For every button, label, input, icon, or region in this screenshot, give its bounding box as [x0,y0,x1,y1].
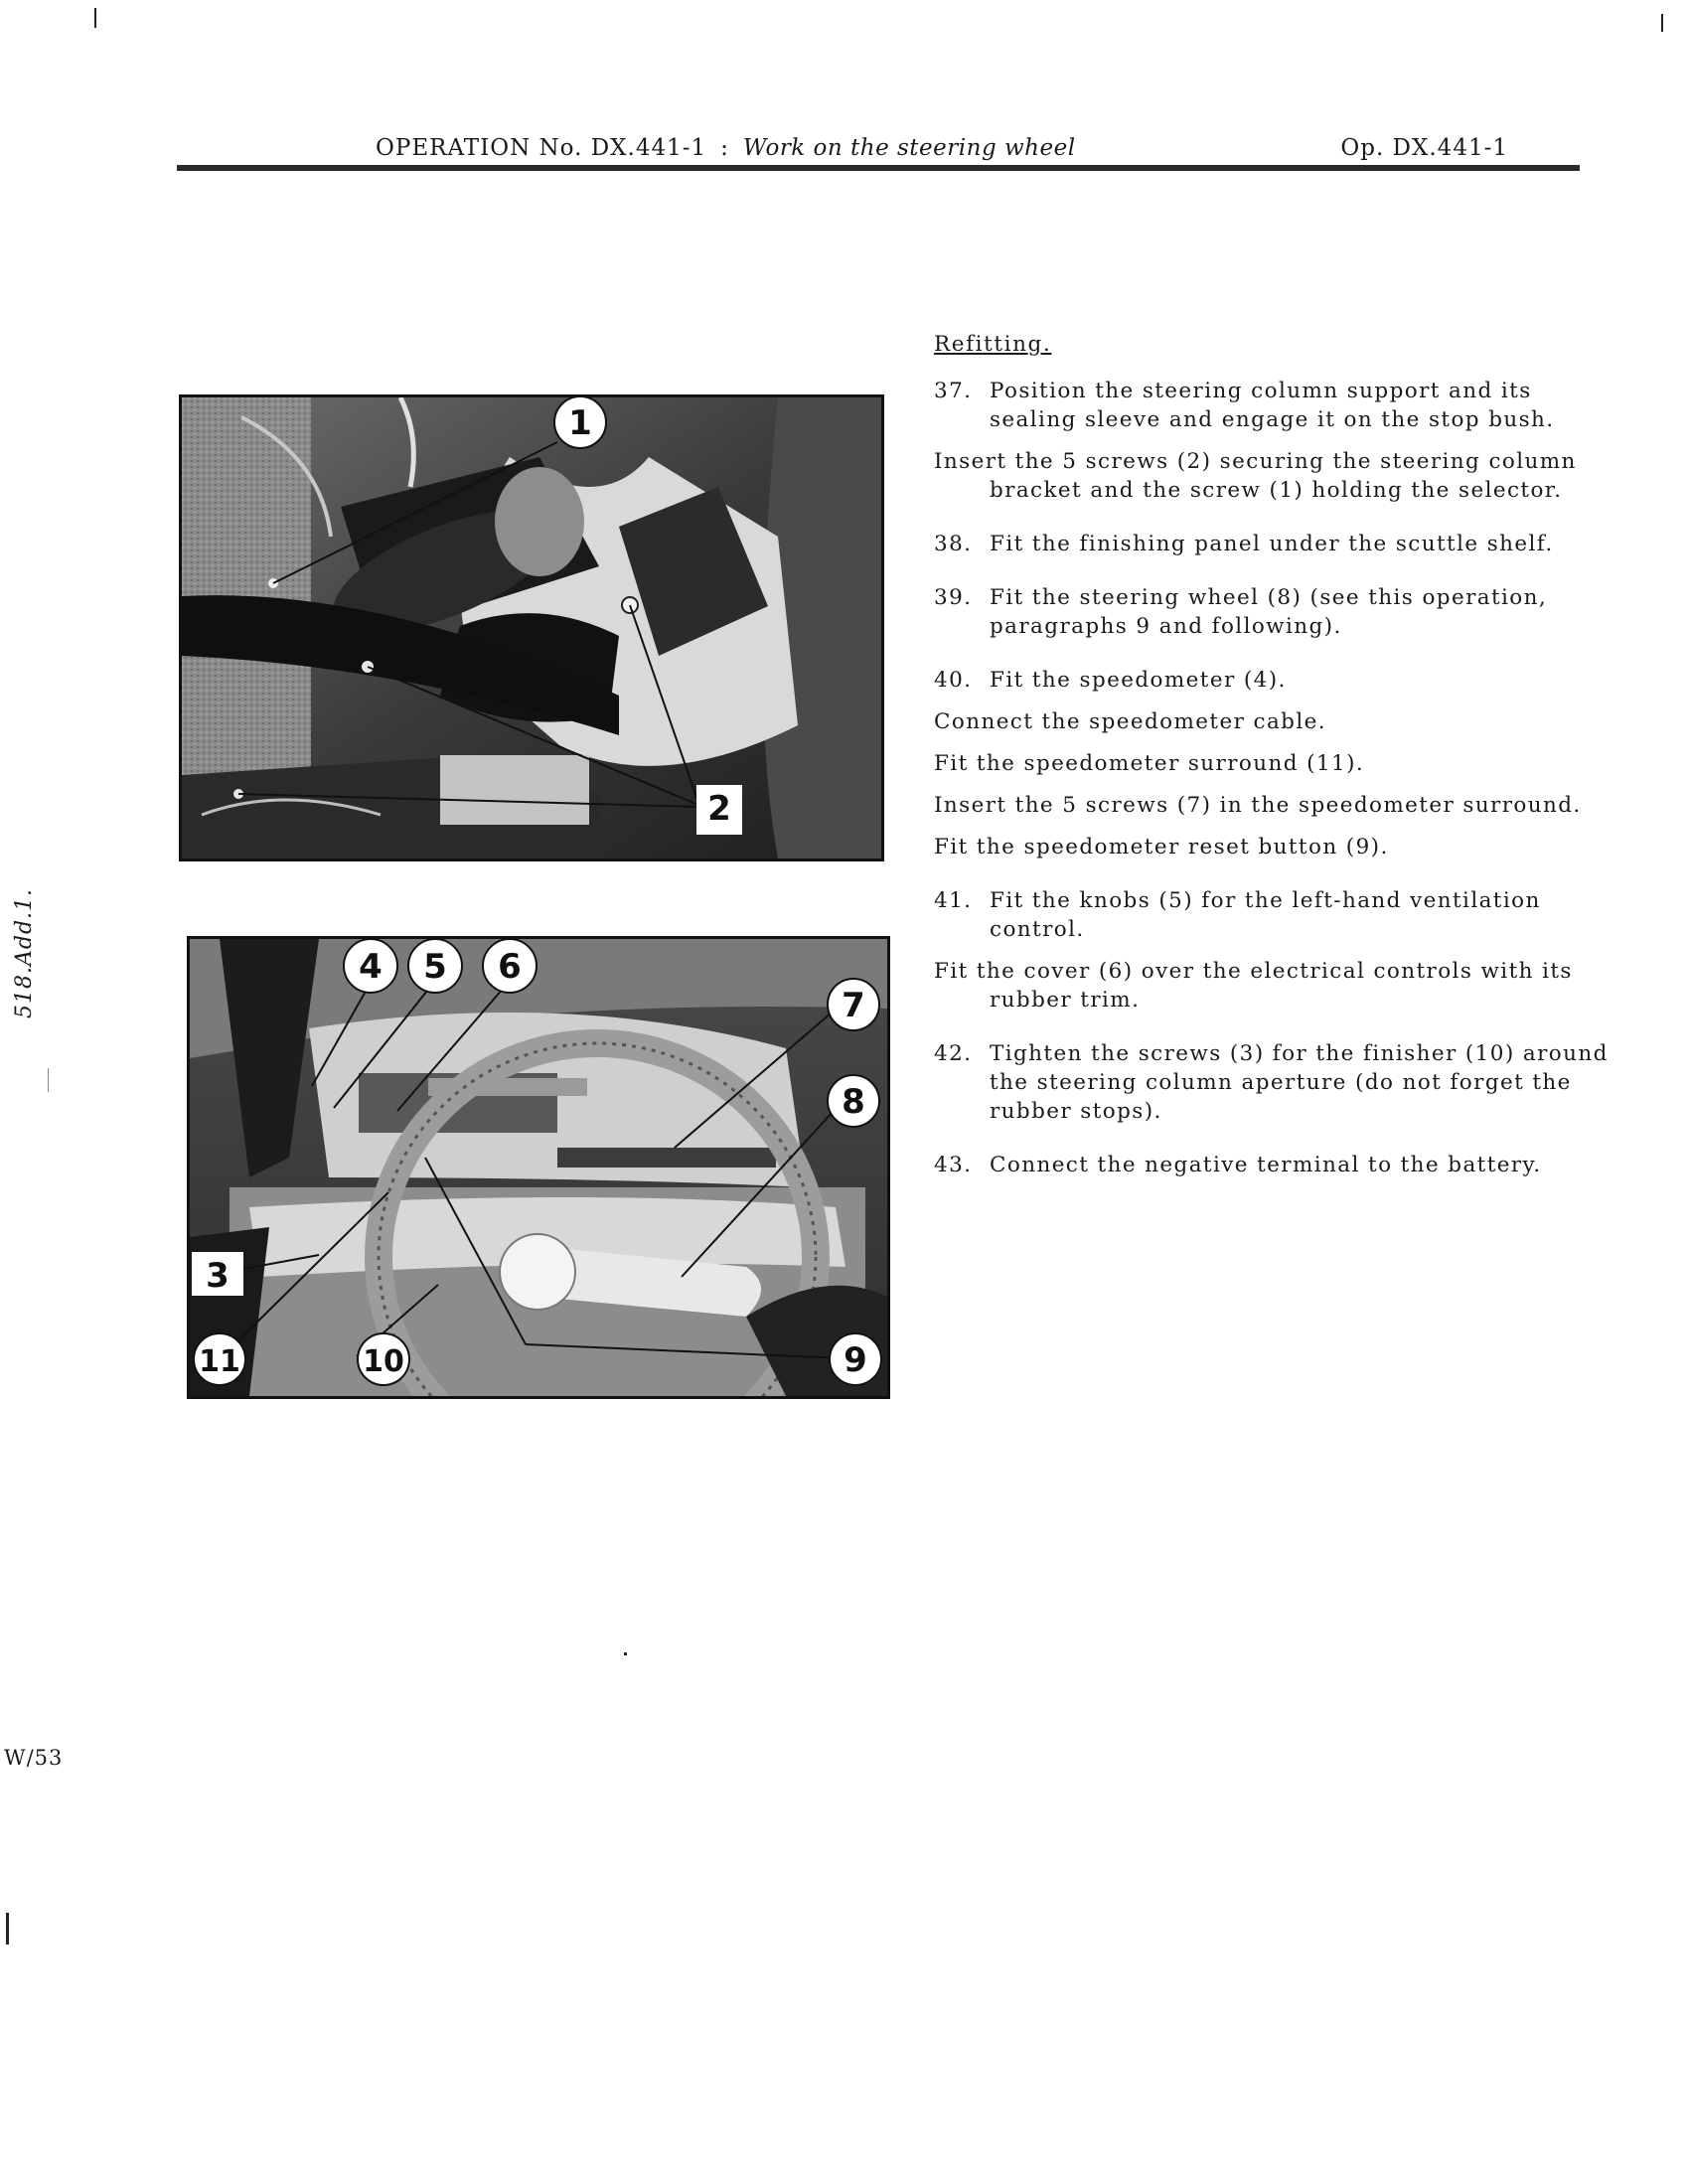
callout-3-label: 3 [206,1256,230,1296]
paragraph-42: 42. Tighten the screws (3) for the finisher (10) around the steering column aperture (do not forget the rubber stops). [934,1041,1609,1124]
callout-8-label: 8 [842,1082,865,1122]
scan-mark [94,8,96,28]
paragraph-38: 38. Fit the finishing panel under the scuttle shelf. [934,532,1554,556]
paragraph-37: 37. Position the steering column support and its sealing sleeve and engage it on the stop bush. [934,379,1555,432]
header-separator: : [720,135,729,161]
side-reference: 518.Add.1. [12,887,37,1018]
callout-6-label: 6 [498,947,522,987]
callout-5-label: 5 [423,947,447,987]
scan-mark [624,1652,627,1655]
paragraph-40-reset: Fit the speedometer reset button (9). [934,835,1389,859]
paragraph-41-cover: Fit the cover (6) over the electrical controls with its rubber trim. [934,959,1573,1013]
dashboard-photo [190,939,887,1396]
figure-steering-column [179,394,884,861]
paragraph-41: 41. Fit the knobs (5) for the left-hand ventilation control. [934,888,1541,942]
page-header [177,129,1578,169]
header-title: Work on the steering wheel [742,135,1076,161]
figure-dashboard [187,936,890,1399]
section-title: Refitting. [934,332,1052,357]
callout-2-label: 2 [707,789,731,829]
paragraph-40-screws: Insert the 5 screws (7) in the speedometer surround. [934,793,1582,818]
steering-column-photo [182,397,881,858]
callout-4-label: 4 [359,947,383,987]
paragraph-43: 43. Connect the negative terminal to the battery. [934,1153,1542,1177]
scan-mark [48,1068,49,1092]
header-rule [177,165,1580,171]
operation-number: OPERATION No. DX.441-1 [376,135,707,161]
header-left [376,135,1076,161]
callout-11-label: 11 [199,1344,240,1379]
callout-7-label: 7 [842,986,865,1025]
paragraph-39: 39. Fit the steering wheel (8) (see this operation, paragraphs 9 and following). [934,585,1548,639]
page-code: W/53 [4,1746,64,1770]
scan-mark [1661,14,1663,32]
callout-9-label: 9 [844,1340,867,1380]
callout-1-label: 1 [568,403,592,443]
operation-reference: Op. DX.441-1 [1340,135,1508,161]
paragraph-40: 40. Fit the speedometer (4). [934,668,1287,693]
paragraph-37-screws: Insert the 5 screws (2) securing the steering column bracket and the screw (1) holding the selector. [934,449,1577,503]
refitting-section [934,330,1610,1192]
callout-10-label: 10 [363,1344,404,1379]
paragraph-40-surround: Fit the speedometer surround (11). [934,751,1365,776]
paragraph-40-cable: Connect the speedometer cable. [934,709,1326,734]
scan-mark [6,1913,9,1945]
